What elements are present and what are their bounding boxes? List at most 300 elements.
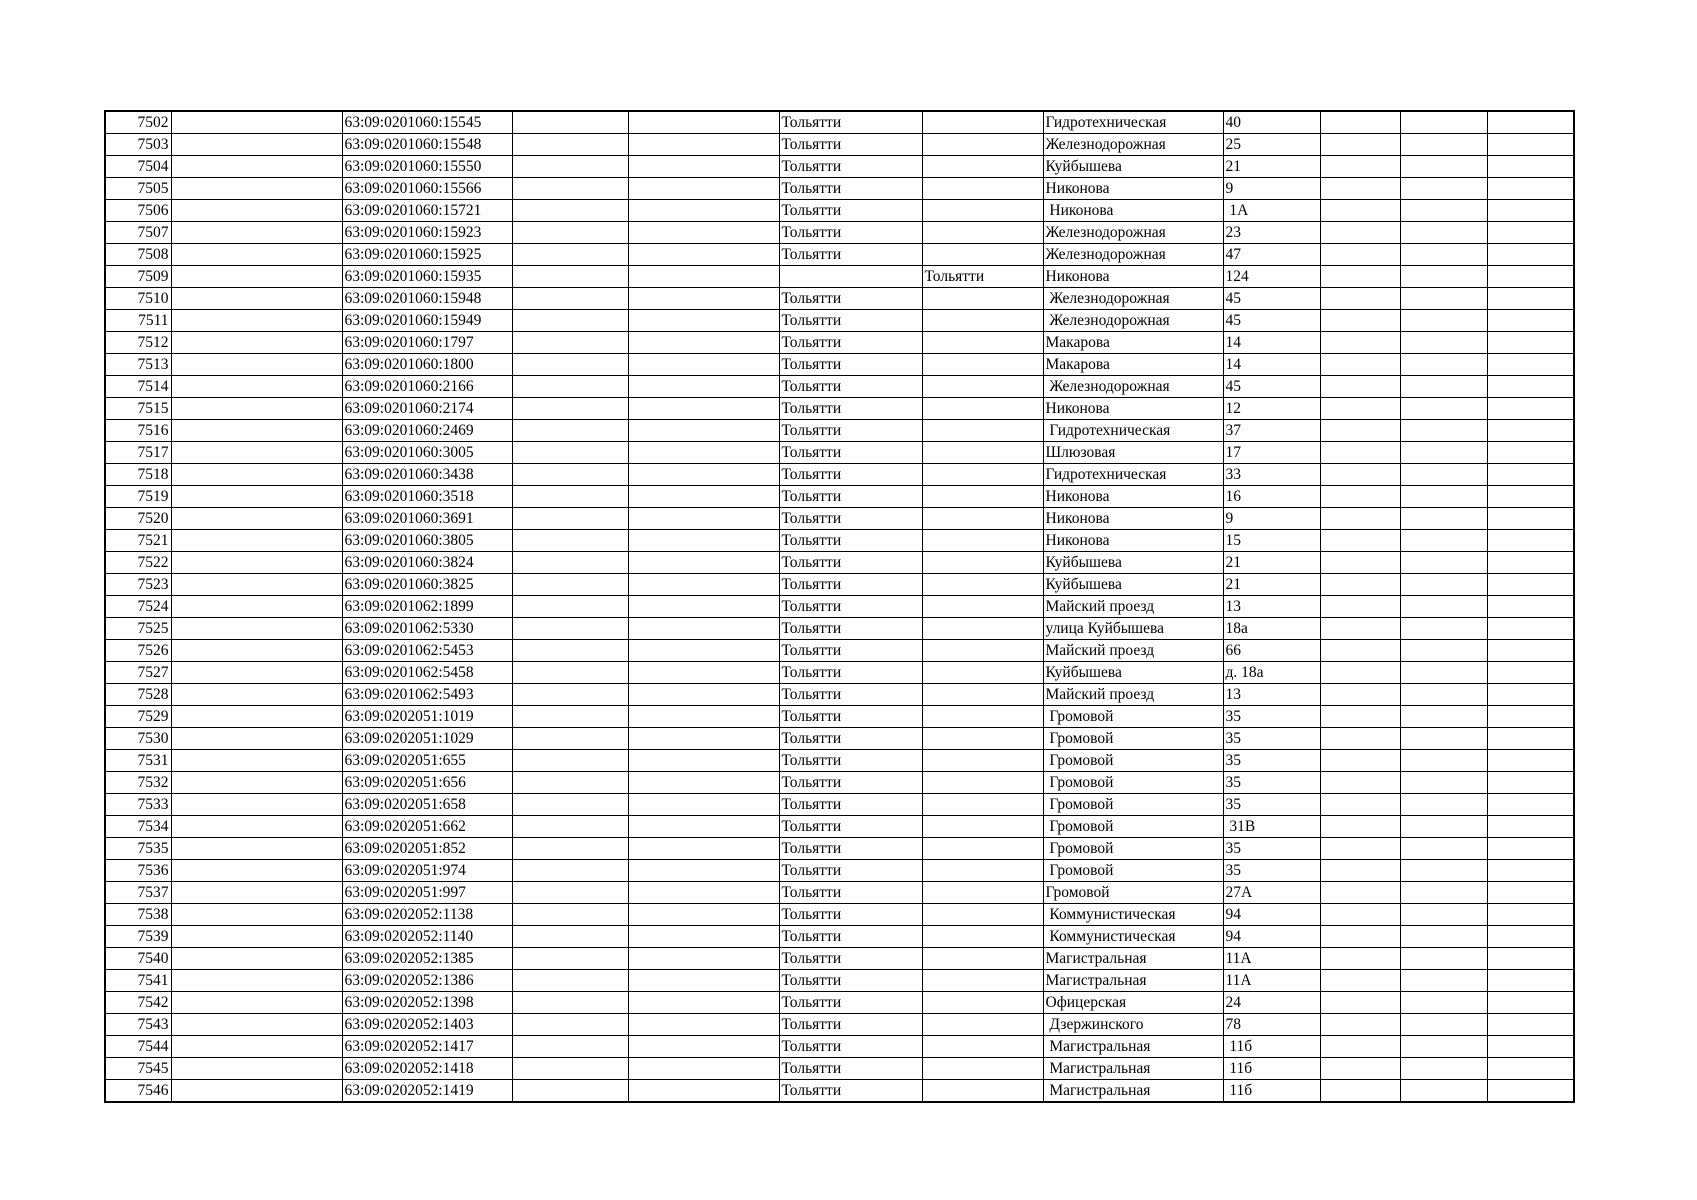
empty-cell bbox=[171, 1080, 342, 1103]
city-cell: Тольятти bbox=[779, 376, 922, 398]
empty-cell bbox=[512, 574, 628, 596]
empty-cell bbox=[1400, 156, 1487, 178]
house-number-cell: 21 bbox=[1223, 552, 1320, 574]
empty-cell bbox=[171, 662, 342, 684]
house-number-cell: 33 bbox=[1223, 464, 1320, 486]
empty-cell bbox=[512, 266, 628, 288]
empty-cell bbox=[628, 178, 779, 200]
street-cell: Магистральная bbox=[1043, 1036, 1223, 1058]
empty-cell bbox=[171, 266, 342, 288]
empty-cell bbox=[512, 1080, 628, 1103]
empty-cell bbox=[1487, 904, 1574, 926]
empty-cell bbox=[1320, 750, 1400, 772]
empty-cell bbox=[1320, 464, 1400, 486]
locality-cell bbox=[922, 882, 1043, 904]
table-row bbox=[105, 728, 1574, 750]
cadastral-number-cell: 63:09:0201060:15949 bbox=[342, 310, 512, 332]
empty-cell bbox=[171, 332, 342, 354]
locality-cell bbox=[922, 618, 1043, 640]
empty-cell bbox=[628, 662, 779, 684]
empty-cell bbox=[171, 838, 342, 860]
empty-cell bbox=[512, 948, 628, 970]
row-number-cell: 7545 bbox=[105, 1058, 171, 1080]
empty-cell bbox=[1400, 1036, 1487, 1058]
empty-cell bbox=[512, 530, 628, 552]
empty-cell bbox=[171, 200, 342, 222]
locality-cell bbox=[922, 662, 1043, 684]
empty-cell bbox=[1400, 904, 1487, 926]
empty-cell bbox=[1400, 640, 1487, 662]
table-row bbox=[105, 552, 1574, 574]
empty-cell bbox=[628, 948, 779, 970]
city-cell: Тольятти bbox=[779, 222, 922, 244]
street-cell: Дзержинского bbox=[1043, 1014, 1223, 1036]
empty-cell bbox=[1320, 376, 1400, 398]
locality-cell bbox=[922, 398, 1043, 420]
table-row bbox=[105, 354, 1574, 376]
empty-cell bbox=[171, 530, 342, 552]
empty-cell bbox=[628, 794, 779, 816]
row-number-cell: 7502 bbox=[105, 111, 171, 134]
empty-cell bbox=[1487, 134, 1574, 156]
empty-cell bbox=[628, 420, 779, 442]
cadastral-number-cell: 63:09:0201062:5458 bbox=[342, 662, 512, 684]
empty-cell bbox=[1320, 904, 1400, 926]
house-number-cell: 15 bbox=[1223, 530, 1320, 552]
empty-cell bbox=[1400, 772, 1487, 794]
empty-cell bbox=[171, 508, 342, 530]
empty-cell bbox=[628, 266, 779, 288]
table-row bbox=[105, 486, 1574, 508]
empty-cell bbox=[1320, 1014, 1400, 1036]
locality-cell bbox=[922, 310, 1043, 332]
empty-cell bbox=[512, 860, 628, 882]
house-number-cell: 66 bbox=[1223, 640, 1320, 662]
city-cell: Тольятти bbox=[779, 860, 922, 882]
empty-cell bbox=[1320, 552, 1400, 574]
empty-cell bbox=[1320, 882, 1400, 904]
table-row bbox=[105, 398, 1574, 420]
row-number-cell: 7533 bbox=[105, 794, 171, 816]
street-cell: Громовой bbox=[1043, 838, 1223, 860]
locality-cell bbox=[922, 684, 1043, 706]
locality-cell bbox=[922, 354, 1043, 376]
empty-cell bbox=[1487, 574, 1574, 596]
cadastral-number-cell: 63:09:0201060:3825 bbox=[342, 574, 512, 596]
empty-cell bbox=[1487, 970, 1574, 992]
city-cell: Тольятти bbox=[779, 288, 922, 310]
empty-cell bbox=[512, 398, 628, 420]
city-cell: Тольятти bbox=[779, 134, 922, 156]
house-number-cell: 21 bbox=[1223, 574, 1320, 596]
empty-cell bbox=[512, 1058, 628, 1080]
empty-cell bbox=[1487, 244, 1574, 266]
empty-cell bbox=[1320, 860, 1400, 882]
empty-cell bbox=[628, 882, 779, 904]
row-number-cell: 7537 bbox=[105, 882, 171, 904]
empty-cell bbox=[1320, 156, 1400, 178]
empty-cell bbox=[1487, 1058, 1574, 1080]
empty-cell bbox=[1400, 552, 1487, 574]
spreadsheet-page bbox=[104, 110, 1575, 1103]
cadastral-number-cell: 63:09:0201060:3805 bbox=[342, 530, 512, 552]
row-number-cell: 7515 bbox=[105, 398, 171, 420]
city-cell: Тольятти bbox=[779, 662, 922, 684]
empty-cell bbox=[512, 288, 628, 310]
cadastral-number-cell: 63:09:0202051:658 bbox=[342, 794, 512, 816]
empty-cell bbox=[1400, 948, 1487, 970]
city-cell: Тольятти bbox=[779, 706, 922, 728]
house-number-cell: 11А bbox=[1223, 948, 1320, 970]
row-number-cell: 7522 bbox=[105, 552, 171, 574]
empty-cell bbox=[628, 706, 779, 728]
cadastral-number-cell: 63:09:0201060:15548 bbox=[342, 134, 512, 156]
table-row bbox=[105, 904, 1574, 926]
empty-cell bbox=[1400, 508, 1487, 530]
locality-cell bbox=[922, 244, 1043, 266]
city-cell: Тольятти bbox=[779, 640, 922, 662]
table-row bbox=[105, 464, 1574, 486]
empty-cell bbox=[171, 486, 342, 508]
table-row bbox=[105, 156, 1574, 178]
empty-cell bbox=[1487, 552, 1574, 574]
empty-cell bbox=[1487, 1014, 1574, 1036]
empty-cell bbox=[512, 684, 628, 706]
table-row bbox=[105, 332, 1574, 354]
cadastral-number-cell: 63:09:0202051:852 bbox=[342, 838, 512, 860]
empty-cell bbox=[1487, 948, 1574, 970]
cadastral-number-cell: 63:09:0201060:15948 bbox=[342, 288, 512, 310]
table-row bbox=[105, 310, 1574, 332]
empty-cell bbox=[1400, 926, 1487, 948]
city-cell bbox=[779, 266, 922, 288]
empty-cell bbox=[171, 816, 342, 838]
empty-cell bbox=[1487, 860, 1574, 882]
table-row bbox=[105, 684, 1574, 706]
empty-cell bbox=[628, 508, 779, 530]
cadastral-number-cell: 63:09:0202051:655 bbox=[342, 750, 512, 772]
empty-cell bbox=[512, 706, 628, 728]
empty-cell bbox=[512, 332, 628, 354]
empty-cell bbox=[628, 904, 779, 926]
house-number-cell: 35 bbox=[1223, 860, 1320, 882]
empty-cell bbox=[628, 244, 779, 266]
empty-cell bbox=[1320, 420, 1400, 442]
table-row bbox=[105, 838, 1574, 860]
empty-cell bbox=[1400, 310, 1487, 332]
house-number-cell: 23 bbox=[1223, 222, 1320, 244]
street-cell: Никонова bbox=[1043, 530, 1223, 552]
locality-cell: Тольятти bbox=[922, 266, 1043, 288]
table-row bbox=[105, 222, 1574, 244]
house-number-cell: 35 bbox=[1223, 838, 1320, 860]
empty-cell bbox=[512, 1014, 628, 1036]
empty-cell bbox=[512, 244, 628, 266]
empty-cell bbox=[1400, 1014, 1487, 1036]
empty-cell bbox=[1320, 970, 1400, 992]
row-number-cell: 7509 bbox=[105, 266, 171, 288]
row-number-cell: 7541 bbox=[105, 970, 171, 992]
locality-cell bbox=[922, 222, 1043, 244]
empty-cell bbox=[171, 288, 342, 310]
empty-cell bbox=[1400, 420, 1487, 442]
street-cell: Громовой bbox=[1043, 816, 1223, 838]
row-number-cell: 7544 bbox=[105, 1036, 171, 1058]
empty-cell bbox=[1487, 640, 1574, 662]
cadastral-number-cell: 63:09:0202052:1417 bbox=[342, 1036, 512, 1058]
cadastral-number-cell: 63:09:0202052:1418 bbox=[342, 1058, 512, 1080]
empty-cell bbox=[171, 1036, 342, 1058]
empty-cell bbox=[628, 442, 779, 464]
empty-cell bbox=[512, 596, 628, 618]
empty-cell bbox=[1400, 442, 1487, 464]
city-cell: Тольятти bbox=[779, 574, 922, 596]
house-number-cell: 47 bbox=[1223, 244, 1320, 266]
locality-cell bbox=[922, 134, 1043, 156]
cadastral-number-cell: 63:09:0201060:15545 bbox=[342, 111, 512, 134]
empty-cell bbox=[512, 310, 628, 332]
street-cell: Громовой bbox=[1043, 882, 1223, 904]
empty-cell bbox=[1320, 222, 1400, 244]
street-cell: Коммунистическая bbox=[1043, 926, 1223, 948]
house-number-cell: 35 bbox=[1223, 794, 1320, 816]
empty-cell bbox=[1400, 728, 1487, 750]
street-cell: Макарова bbox=[1043, 332, 1223, 354]
cadastral-number-cell: 63:09:0201060:3005 bbox=[342, 442, 512, 464]
table-row bbox=[105, 596, 1574, 618]
empty-cell bbox=[1400, 288, 1487, 310]
table-row bbox=[105, 376, 1574, 398]
city-cell: Тольятти bbox=[779, 970, 922, 992]
house-number-cell: 11б bbox=[1223, 1080, 1320, 1103]
locality-cell bbox=[922, 816, 1043, 838]
empty-cell bbox=[628, 134, 779, 156]
locality-cell bbox=[922, 464, 1043, 486]
empty-cell bbox=[171, 882, 342, 904]
empty-cell bbox=[1487, 1036, 1574, 1058]
row-number-cell: 7508 bbox=[105, 244, 171, 266]
empty-cell bbox=[512, 222, 628, 244]
empty-cell bbox=[1487, 1080, 1574, 1103]
cadastral-number-cell: 63:09:0202052:1385 bbox=[342, 948, 512, 970]
empty-cell bbox=[1320, 728, 1400, 750]
row-number-cell: 7505 bbox=[105, 178, 171, 200]
locality-cell bbox=[922, 948, 1043, 970]
empty-cell bbox=[628, 332, 779, 354]
city-cell: Тольятти bbox=[779, 1058, 922, 1080]
empty-cell bbox=[628, 684, 779, 706]
empty-cell bbox=[512, 156, 628, 178]
table-row bbox=[105, 134, 1574, 156]
empty-cell bbox=[628, 310, 779, 332]
house-number-cell: 1А bbox=[1223, 200, 1320, 222]
empty-cell bbox=[171, 904, 342, 926]
empty-cell bbox=[1487, 222, 1574, 244]
row-number-cell: 7531 bbox=[105, 750, 171, 772]
empty-cell bbox=[1487, 530, 1574, 552]
street-cell: Железнодорожная bbox=[1043, 288, 1223, 310]
cadastral-number-cell: 63:09:0201060:2469 bbox=[342, 420, 512, 442]
cadastral-number-cell: 63:09:0202051:974 bbox=[342, 860, 512, 882]
row-number-cell: 7514 bbox=[105, 376, 171, 398]
table-row bbox=[105, 816, 1574, 838]
empty-cell bbox=[628, 354, 779, 376]
cadastral-number-cell: 63:09:0201062:5453 bbox=[342, 640, 512, 662]
table-row bbox=[105, 926, 1574, 948]
house-number-cell: 14 bbox=[1223, 354, 1320, 376]
empty-cell bbox=[628, 1058, 779, 1080]
table-row bbox=[105, 244, 1574, 266]
empty-cell bbox=[1487, 420, 1574, 442]
city-cell: Тольятти bbox=[779, 684, 922, 706]
empty-cell bbox=[171, 992, 342, 1014]
row-number-cell: 7538 bbox=[105, 904, 171, 926]
empty-cell bbox=[1400, 354, 1487, 376]
empty-cell bbox=[1487, 111, 1574, 134]
city-cell: Тольятти bbox=[779, 420, 922, 442]
house-number-cell: 124 bbox=[1223, 266, 1320, 288]
empty-cell bbox=[1320, 354, 1400, 376]
city-cell: Тольятти bbox=[779, 816, 922, 838]
empty-cell bbox=[1400, 750, 1487, 772]
empty-cell bbox=[171, 970, 342, 992]
cadastral-number-cell: 63:09:0201060:15550 bbox=[342, 156, 512, 178]
row-number-cell: 7516 bbox=[105, 420, 171, 442]
table-row bbox=[105, 1036, 1574, 1058]
city-cell: Тольятти bbox=[779, 530, 922, 552]
house-number-cell: д. 18а bbox=[1223, 662, 1320, 684]
empty-cell bbox=[512, 442, 628, 464]
row-number-cell: 7530 bbox=[105, 728, 171, 750]
empty-cell bbox=[1320, 706, 1400, 728]
house-number-cell: 9 bbox=[1223, 508, 1320, 530]
empty-cell bbox=[628, 200, 779, 222]
empty-cell bbox=[1400, 596, 1487, 618]
empty-cell bbox=[628, 816, 779, 838]
empty-cell bbox=[1320, 838, 1400, 860]
empty-cell bbox=[1320, 640, 1400, 662]
table-row bbox=[105, 200, 1574, 222]
city-cell: Тольятти bbox=[779, 464, 922, 486]
city-cell: Тольятти bbox=[779, 948, 922, 970]
house-number-cell: 25 bbox=[1223, 134, 1320, 156]
street-cell: Железнодорожная bbox=[1043, 134, 1223, 156]
empty-cell bbox=[1400, 662, 1487, 684]
city-cell: Тольятти bbox=[779, 772, 922, 794]
empty-cell bbox=[171, 860, 342, 882]
street-cell: улица Куйбышева bbox=[1043, 618, 1223, 640]
empty-cell bbox=[1400, 970, 1487, 992]
empty-cell bbox=[171, 706, 342, 728]
row-number-cell: 7511 bbox=[105, 310, 171, 332]
table-row bbox=[105, 706, 1574, 728]
cadastral-number-cell: 63:09:0202052:1419 bbox=[342, 1080, 512, 1103]
empty-cell bbox=[1487, 398, 1574, 420]
locality-cell bbox=[922, 178, 1043, 200]
table-row bbox=[105, 640, 1574, 662]
row-number-cell: 7517 bbox=[105, 442, 171, 464]
locality-cell bbox=[922, 376, 1043, 398]
house-number-cell: 18а bbox=[1223, 618, 1320, 640]
row-number-cell: 7510 bbox=[105, 288, 171, 310]
table-row bbox=[105, 574, 1574, 596]
empty-cell bbox=[512, 134, 628, 156]
city-cell: Тольятти bbox=[779, 310, 922, 332]
table-row bbox=[105, 772, 1574, 794]
empty-cell bbox=[171, 134, 342, 156]
empty-cell bbox=[171, 552, 342, 574]
table-body bbox=[105, 111, 1574, 1102]
empty-cell bbox=[1400, 992, 1487, 1014]
empty-cell bbox=[1487, 200, 1574, 222]
empty-cell bbox=[1487, 178, 1574, 200]
street-cell: Громовой bbox=[1043, 772, 1223, 794]
cadastral-number-cell: 63:09:0201060:2174 bbox=[342, 398, 512, 420]
empty-cell bbox=[512, 970, 628, 992]
empty-cell bbox=[512, 111, 628, 134]
street-cell: Никонова bbox=[1043, 200, 1223, 222]
cadastral-number-cell: 63:09:0202051:997 bbox=[342, 882, 512, 904]
cadastral-number-cell: 63:09:0201060:3518 bbox=[342, 486, 512, 508]
street-cell: Громовой bbox=[1043, 706, 1223, 728]
city-cell: Тольятти bbox=[779, 596, 922, 618]
street-cell: Железнодорожная bbox=[1043, 376, 1223, 398]
empty-cell bbox=[628, 222, 779, 244]
empty-cell bbox=[512, 1036, 628, 1058]
city-cell: Тольятти bbox=[779, 1014, 922, 1036]
table-row bbox=[105, 948, 1574, 970]
data-table bbox=[104, 110, 1575, 1103]
house-number-cell: 45 bbox=[1223, 288, 1320, 310]
street-cell: Куйбышева bbox=[1043, 574, 1223, 596]
city-cell: Тольятти bbox=[779, 178, 922, 200]
locality-cell bbox=[922, 794, 1043, 816]
empty-cell bbox=[1320, 111, 1400, 134]
street-cell: Гидротехническая bbox=[1043, 111, 1223, 134]
empty-cell bbox=[171, 244, 342, 266]
row-number-cell: 7521 bbox=[105, 530, 171, 552]
empty-cell bbox=[1400, 486, 1487, 508]
row-number-cell: 7504 bbox=[105, 156, 171, 178]
house-number-cell: 94 bbox=[1223, 904, 1320, 926]
empty-cell bbox=[1400, 134, 1487, 156]
street-cell: Майский проезд bbox=[1043, 684, 1223, 706]
empty-cell bbox=[512, 728, 628, 750]
empty-cell bbox=[628, 156, 779, 178]
empty-cell bbox=[1487, 596, 1574, 618]
empty-cell bbox=[1320, 486, 1400, 508]
empty-cell bbox=[1320, 794, 1400, 816]
empty-cell bbox=[171, 442, 342, 464]
locality-cell bbox=[922, 992, 1043, 1014]
city-cell: Тольятти bbox=[779, 156, 922, 178]
street-cell: Куйбышева bbox=[1043, 662, 1223, 684]
street-cell: Громовой bbox=[1043, 860, 1223, 882]
empty-cell bbox=[1400, 178, 1487, 200]
locality-cell bbox=[922, 706, 1043, 728]
house-number-cell: 94 bbox=[1223, 926, 1320, 948]
city-cell: Тольятти bbox=[779, 508, 922, 530]
locality-cell bbox=[922, 1014, 1043, 1036]
empty-cell bbox=[171, 948, 342, 970]
empty-cell bbox=[512, 838, 628, 860]
empty-cell bbox=[512, 420, 628, 442]
empty-cell bbox=[628, 552, 779, 574]
empty-cell bbox=[171, 354, 342, 376]
empty-cell bbox=[1400, 882, 1487, 904]
table-row bbox=[105, 508, 1574, 530]
table-row bbox=[105, 882, 1574, 904]
